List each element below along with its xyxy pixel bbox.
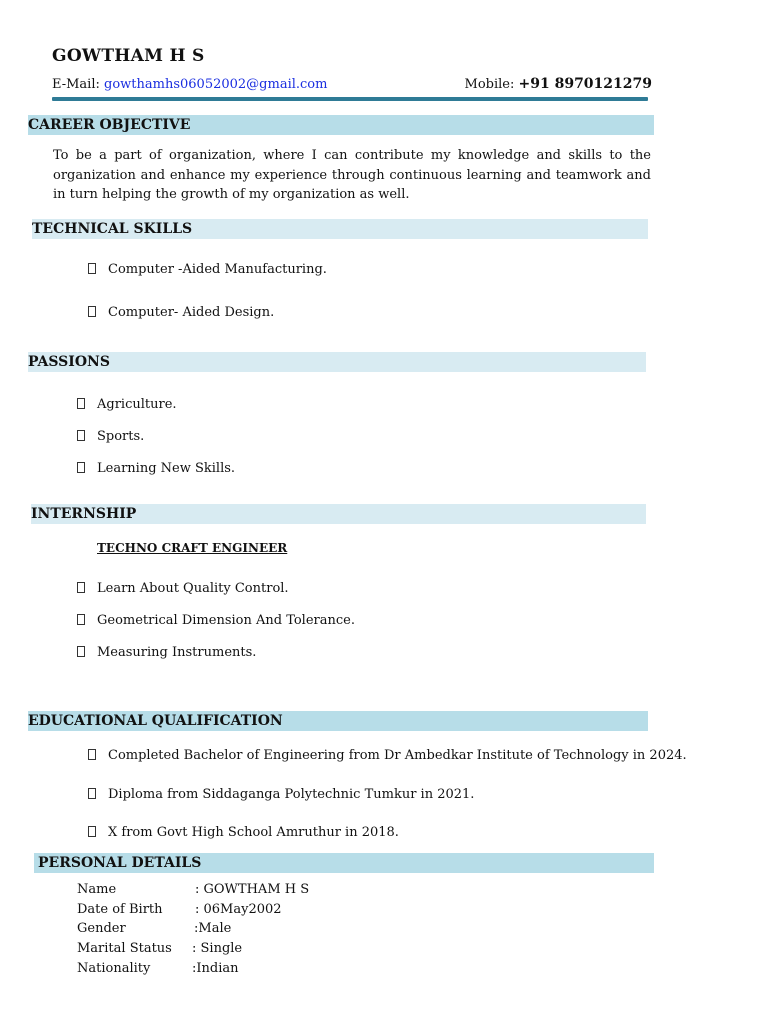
list-item [88,748,687,763]
list-item [77,645,256,660]
bullet-icon [88,263,96,274]
bullet-icon [77,582,85,593]
skill-text: Computer- Aided Design. [108,305,275,320]
passion-text: Agriculture. [97,397,177,412]
section-header-education: EDUCATIONAL QUALIFICATION [28,711,648,731]
internship-company: TECHNO CRAFT ENGINEER [97,541,288,555]
personal-value: : 06May2002 [195,902,282,917]
internship-text: Learn About Quality Control. [97,581,289,596]
skill-text: Computer -Aided Manufacturing. [108,262,327,277]
passion-text: Sports. [97,429,145,444]
bullet-icon [88,826,96,837]
personal-row [77,941,242,956]
bullet-icon [88,306,96,317]
internship-text: Measuring Instruments. [97,645,257,660]
section-header-passions: PASSIONS [28,352,646,372]
mobile-label: Mobile: [464,77,519,92]
list-item [77,429,144,444]
education-text: Completed Bachelor of Engineering from Dr Ambedkar Institute of Technology in 2024. [108,748,687,763]
personal-value: : Single [192,941,243,956]
list-item [77,397,177,412]
education-text: X from Govt High School Amruthur in 2018. [108,825,399,840]
mobile-line [465,76,652,92]
header-divider [52,97,648,101]
email-link[interactable]: gowthamhs06052002@gmail.com [104,77,328,92]
email-label: E-Mail: [52,77,105,92]
bullet-icon [88,749,96,760]
section-header-internship: INTERNSHIP [31,504,646,524]
personal-row [77,902,282,917]
bullet-icon [77,462,85,473]
personal-row [77,882,309,897]
personal-label: Gender [77,921,126,936]
candidate-name: GOWTHAM H S [52,46,205,66]
career-objective-text: To be a part of organization, where I can contribute my knowledge and skills to the organization and enhance my experience through continuous learning and teamwork and in turn helping the growth of my organization as well. [53,148,651,202]
section-header-personal-details: PERSONAL DETAILS [34,853,654,873]
list-item [88,262,327,277]
list-item [77,581,289,596]
personal-row [77,961,239,976]
passion-text: Learning New Skills. [97,461,236,476]
bullet-icon [77,398,85,409]
internship-text: Geometrical Dimension And Tolerance. [97,613,355,628]
list-item [88,825,399,840]
list-item [77,461,235,476]
list-item [88,787,474,802]
list-item [88,305,274,320]
email-line [52,77,327,92]
personal-label: Nationality [77,961,151,976]
personal-value: : GOWTHAM H S [195,882,310,897]
personal-value: :Indian [192,961,239,976]
bullet-icon [77,614,85,625]
personal-label: Date of Birth [77,902,163,917]
personal-row [77,921,231,936]
personal-label: Marital Status [77,941,172,956]
personal-value: :Male [194,921,232,936]
personal-label: Name [77,882,117,897]
bullet-icon [77,430,85,441]
list-item [77,613,355,628]
bullet-icon [77,646,85,657]
education-text: Diploma from Siddaganga Polytechnic Tumkur in 2021. [108,787,475,802]
bullet-icon [88,788,96,799]
section-header-career-objective: CAREER OBJECTIVE [28,115,654,135]
section-header-technical-skills: TECHNICAL SKILLS [32,219,648,239]
mobile-number: +91 8970121279 [518,76,652,92]
